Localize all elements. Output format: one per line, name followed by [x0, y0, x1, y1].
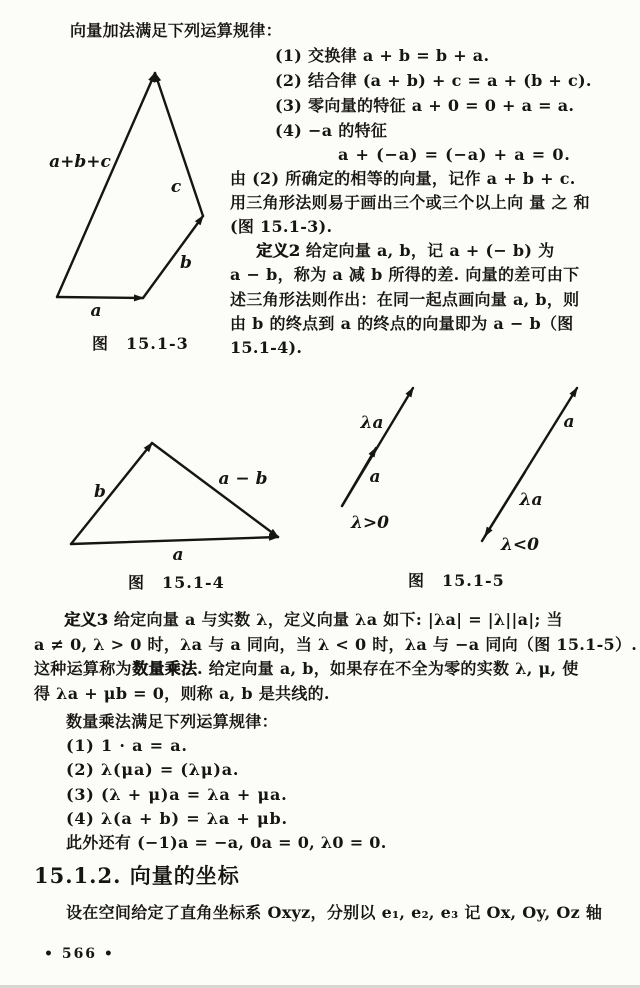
scalar-rule-1: (1) 1 · a = a.	[66, 736, 188, 755]
def3-label: 定义3	[64, 610, 109, 629]
def2-line-4: 由 b 的终点到 a 的终点的向量即为 a − b（图	[230, 314, 574, 333]
figure-15-1-4-caption: 图 15.1-4	[128, 573, 225, 592]
scalar-rule-2: (2) λ(μa) = (λμ)a.	[66, 760, 240, 779]
def2-label: 定义2	[256, 241, 301, 260]
label-a-left: a	[369, 467, 381, 487]
label-b: b	[180, 253, 192, 273]
vector-b-line	[143, 216, 203, 298]
label-cond-positive: λ>0	[351, 513, 389, 533]
def2-line-2: a − b，称为 a 减 b 所得的差. 向量的差可由下	[230, 265, 580, 284]
def3-line1-text: 给定向量 a 与实数 λ，定义向量 λa 如下: |λa| = |λ||a|; 当	[108, 610, 563, 629]
def3-line3-term: 数量乘法	[131, 659, 198, 678]
def3-line-3	[34, 659, 579, 679]
label-a: a	[172, 545, 184, 565]
label-cond-negative: λ<0	[501, 535, 539, 555]
label-a: a	[90, 301, 102, 321]
scalar-rule-4: (4) λ(a + b) = λa + μb.	[66, 809, 288, 828]
scalar-extra-line: 此外还有 (−1)a = −a, 0a = 0, λ0 = 0.	[66, 833, 387, 852]
addition-rule-4: (4) −a 的特征	[275, 121, 388, 140]
label-c: c	[170, 177, 182, 197]
addition-rule-1: (1) 交换律 a + b = b + a.	[275, 46, 490, 65]
def3-line-4: 得 λa + μb = 0，则称 a, b 是共线的.	[34, 684, 330, 703]
def3-line-1	[64, 610, 563, 630]
figure-15-1-3	[28, 58, 233, 323]
vector-a-line	[71, 537, 278, 544]
vector-b-line	[71, 443, 152, 544]
addition-rule-3: (3) 零向量的特征 a + 0 = 0 + a = a.	[275, 96, 575, 115]
coord-line: 设在空间给定了直角坐标系 Oxyz，分别以 e₁, e₂, e₃ 记 Ox, Oy, Oz 轴	[66, 903, 603, 922]
addition-rule-2: (2) 结合律 (a + b) + c = a + (b + c).	[275, 71, 592, 90]
intro-line: 向量加法满足下列运算规律：	[70, 21, 282, 40]
def3-line-2: a ≠ 0, λ > 0 时，λa 与 a 同向，当 λ < 0 时，λa 与 −a 同向（图 15.1-5）.	[34, 635, 638, 654]
def3-line3-post: . 给定向量 a, b，如果存在不全为零的实数 λ, μ, 使	[197, 659, 579, 678]
vector-a-minus-b-line	[152, 443, 278, 537]
label-b: b	[94, 482, 106, 502]
section-heading: 15.1.2. 向量的坐标	[34, 863, 240, 888]
label-a-minus-b: a − b	[218, 469, 268, 489]
figure-15-1-5-caption: 图 15.1-5	[408, 571, 505, 590]
vector-a-line	[57, 297, 143, 298]
equal-para-line-3: (图 15.1-3).	[230, 217, 333, 236]
figure-15-1-5	[335, 378, 620, 563]
def3-line3-pre: 这种运算称为	[34, 659, 132, 678]
def2-line1-text: 给定向量 a, b，记 a + (− b) 为	[300, 241, 555, 260]
vector-sum-line	[57, 73, 155, 297]
label-sum: a+b+c	[49, 152, 111, 172]
page-number: • 566 •	[44, 946, 115, 962]
figure-15-1-4	[38, 418, 303, 568]
label-lambda-a-right: λa	[519, 490, 543, 510]
scalar-rule-3: (3) (λ + μ)a = λa + μa.	[66, 785, 288, 804]
def2-line-3: 述三角形法则作出：在同一起点画向量 a, b，则	[230, 290, 580, 309]
equal-para-line-2: 用三角形法则易于画出三个或三个以上向 量 之 和	[230, 193, 590, 212]
label-lambda-a-left: λa	[360, 413, 384, 433]
addition-rule-4-formula: a + (−a) = (−a) + a = 0.	[338, 145, 571, 164]
def2-line-1	[256, 241, 554, 261]
equal-para-line-1: 由 (2) 所确定的相等的向量，记作 a + b + c.	[230, 169, 576, 188]
label-a-right: a	[563, 412, 575, 432]
def2-line-5: 15.1-4).	[230, 338, 303, 357]
figure-15-1-3-caption: 图 15.1-3	[92, 334, 189, 353]
scalar-intro-line: 数量乘法满足下列运算规律：	[66, 712, 278, 731]
